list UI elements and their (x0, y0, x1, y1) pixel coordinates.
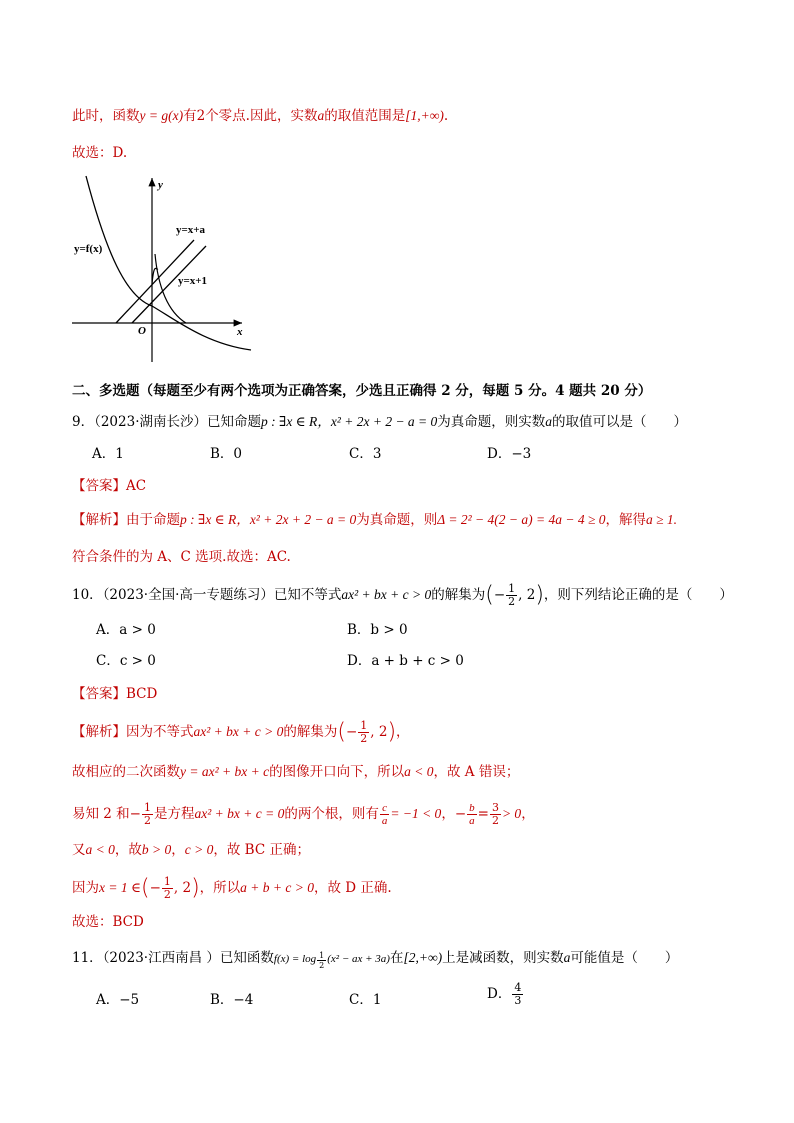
q10-analysis-line5: 因为x = 1 ∈(− $\frac{1}{2}$ , 2)，所以a + b + c > 0，故 D 正确. (72, 875, 392, 901)
label-y: y (158, 179, 163, 191)
label-origin: O (138, 325, 146, 337)
q10-analysis: 【解析】因为不等式ax² + bx + c > 0的解集为(− $\frac{1}{2}$ , 2)， (72, 719, 410, 745)
q11-option-a: A．−5 (96, 992, 140, 1008)
q10-answer: 【答案】BCD (72, 686, 158, 702)
q10-analysis-line4: 又a < 0，故b > 0，c > 0，故 BC 正确； (72, 842, 310, 858)
q10-analysis-line3: 易知 2 和− $\frac{1}{2}$ 是方程ax² + bx + c = 0的两个根，则有 $\frac{c}{a}$ = −1 < 0，− $\frac{b}{a}$ = $\frac{3}{2}$ > 0， (72, 801, 535, 827)
q9-answer: 【答案】AC (72, 478, 147, 494)
q11-stem: 11．（2023·江西南昌 ）已知函数f(x) = log $\frac{1}{2}$ (x² − ax + 3a)在[2,+∞)上是减函数，则实数a可能值是（ ） (72, 950, 679, 970)
q10-stem: 10．（2023·全国·高一专题练习）已知不等式ax² + bx + c > 0的解集为(− $\frac{1}{2}$ , 2)，则下列结论正确的是（ ） (72, 582, 733, 608)
q10-conclusion: 故选：BCD (72, 914, 144, 930)
q9-option-d: D．−3 (487, 446, 532, 462)
section-title: 二、多选题（每题至少有两个选项为正确答案，少选且正确得 2 分，每题 5 分。4 题共 20 分） (72, 383, 652, 399)
q9-analysis: 【解析】由于命题p : ∃x ∈ R，x² + 2x + 2 − a = 0为真命题，则Δ = 2² − 4(2 − a) = 4a − 4 ≥ 0，解得a ≥ 1. (72, 512, 678, 528)
q10-analysis-line2: 故相应的二次函数y = ax² + bx + c的图像开口向下，所以a < 0，故 A 错误； (72, 764, 520, 780)
curve-fx (86, 176, 251, 350)
q9-stem: 9．（2023·湖南长沙）已知命题p : ∃x ∈ R，x² + 2x + 2 − a = 0为真命题，则实数a的取值可以是（ ） (72, 414, 688, 430)
function-graph (66, 172, 256, 362)
q9-option-b: B．0 (210, 446, 243, 462)
q11-option-d: D． $\frac{4}{3}$ (487, 981, 522, 1007)
intro-line: 此时，函数y = g(x)有2个零点.因此，实数a的取值范围是[1,+∞). (72, 108, 449, 124)
label-x: x (237, 326, 243, 338)
q11-option-b: B．−4 (210, 992, 254, 1008)
q9-option-a: A．1 (92, 446, 124, 462)
q10-option-c: C．c > 0 (96, 653, 156, 669)
label-xa: y=x+a (176, 224, 206, 236)
label-x1: y=x+1 (178, 275, 208, 287)
q9-conclusion: 符合条件的为 A、C 选项.故选：AC. (72, 549, 291, 565)
intro-answer: 故选：D. (72, 145, 128, 161)
q10-option-a: A．a > 0 (96, 622, 156, 638)
q9-option-c: C．3 (349, 446, 382, 462)
q10-option-d: D．a + b + c > 0 (347, 653, 464, 669)
q11-option-c: C．1 (349, 992, 382, 1008)
q10-option-b: B．b > 0 (347, 622, 408, 638)
label-fx: y=f(x) (74, 243, 103, 255)
